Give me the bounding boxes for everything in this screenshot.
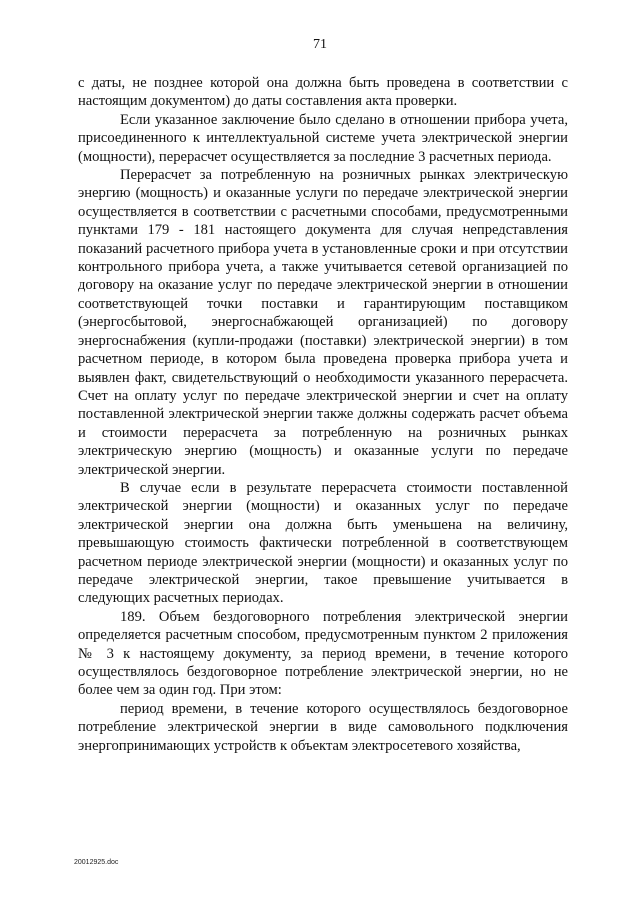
paragraph-intelligent-metering: Если указанное заключение было сделано в отношении прибора учета, присоединенного к интеллектуальной системе учета электрической энергии (мощности), перерасчет осуществляется за последние 3 расчетных периода. [78,111,568,165]
footer-filename: 20012925.doc [74,859,119,866]
paragraph-recalculation: Перерасчет за потребленную на розничных рынках электрическую энергию (мощность) и оказанные услуги по передаче электрической энергии осуществляется в соответствии с расчетными способами, предусмотренными пунктами 179 - 181 настоящего документа для случая непредставления показаний расчетного прибора учета в установленные сроки и при отсутствии контрольного прибора учета, а также учитывается сетевой организацией по договору на оказание услуг по передаче электрической энергии в отношении соответствующей точки поставки и гарантирующим поставщиком (энергосбытовой, энергоснабжающей организацией) по договору энергоснабжения (купли-продажи (поставки) электрической энергии) в том расчетном периоде, в котором была проведена проверка прибора учета и выявлен факт, свидетельствующий о необходимости указанного перерасчета. Счет на оплату услуг по передаче электрической энергии и счет на оплату поставленной электрической энергии также должны содержать расчет объема и стоимости перерасчета за потребленную на розничных рынках электрическую энергию (мощность) и оказанные услуги по передаче электрической энергии. [78,167,568,478]
page-number: 71 [313,37,327,52]
paragraph-time-period: период времени, в течение которого осуществлялось бездоговорное потребление электрической энергии в виде самовольного подключения энергопринимающих устройств к объектам электросетевого хозяйства, [78,700,568,754]
document-body [78,74,568,755]
paragraph-continuation: с даты, не позднее которой она должна быть проведена в соответствии с настоящим документом) до даты составления акта проверки. [78,75,568,110]
paragraph-clause-189: 189. Объем бездоговорного потребления электрической энергии определяется расчетным способом, предусмотренным пунктом 2 приложения № 3 к настоящему документу, за период времени, в течение которого осуществлялось бездоговорное потребление электрической энергии, но не более чем за один год. При этом: [78,608,568,699]
paragraph-cost-reduction: В случае если в результате перерасчета стоимости поставленной электрической энергии (мощности) и оказанных услуг по передаче электрической энергии она должна быть уменьшена на величину, превышающую стоимость фактически потребленной в соответствующем расчетном периоде электрической энергии (мощности) и оказанных услуг по передаче электрической энергии, такое превышение учитывается в следующих расчетных периодах. [78,479,568,607]
